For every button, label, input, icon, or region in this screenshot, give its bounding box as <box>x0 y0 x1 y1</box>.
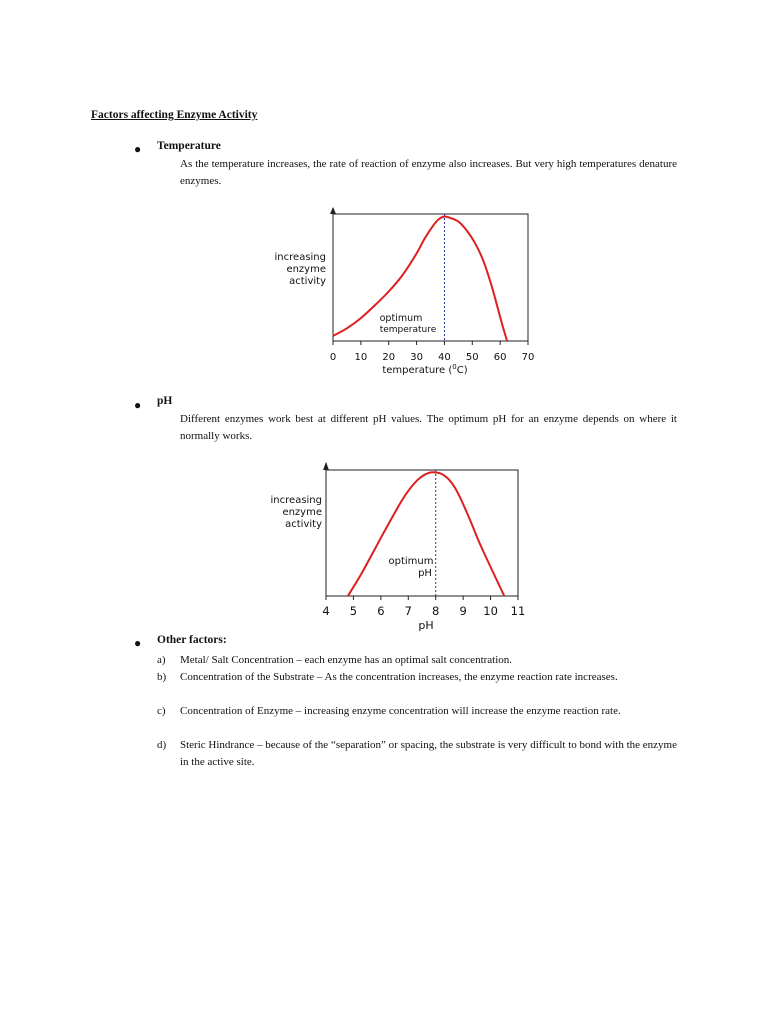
ph-chart <box>260 455 550 635</box>
temperature-x-tick-label: 70 <box>521 352 535 363</box>
temperature-plot-frame <box>333 214 528 341</box>
bullet-icon: ● <box>134 636 142 650</box>
temperature-x-tick-label: 40 <box>438 352 451 363</box>
section-title-ph: pH <box>157 395 173 407</box>
ph-x-axis-label: pH <box>418 619 434 632</box>
ph-ylabel-line-1: increasing <box>270 495 322 506</box>
temperature-x-tick-label: 10 <box>354 352 368 363</box>
temperature-x-tick-label: 20 <box>382 352 396 363</box>
ph-x-tick-label: 6 <box>377 604 385 618</box>
ph-optimum-label-2: pH <box>418 568 432 579</box>
list-item <box>157 703 677 737</box>
ph-ylabel-line-3: activity <box>285 519 322 530</box>
temperature-ylabel-line-3: activity <box>289 276 326 287</box>
page-title: Factors affecting Enzyme Activity <box>91 109 258 121</box>
temperature-chart <box>260 205 550 380</box>
section-title-other: Other factors: <box>157 634 227 646</box>
temperature-chart-ylabel <box>275 252 327 287</box>
list-item-label: a) <box>157 654 166 666</box>
ph-ylabel-line-2: enzyme <box>282 507 322 518</box>
temperature-x-tick-label: 30 <box>410 352 423 363</box>
list-item <box>157 652 677 669</box>
list-item-text: Steric Hindrance – because of the “separation” or spacing, the substrate is very difficult to bond with the enzyme in the active site. <box>180 739 677 768</box>
list-item <box>157 669 677 703</box>
temperature-x-ticks <box>330 341 535 363</box>
list-item-text: Concentration of Enzyme – increasing enzyme concentration will increase the enzyme reaction rate. <box>180 705 621 717</box>
ph-chart-ylabel <box>271 495 323 530</box>
temperature-ylabel-line-2: enzyme <box>286 264 326 275</box>
temperature-optimum-label-2: temperature <box>379 325 437 335</box>
ph-x-tick-label: 5 <box>349 604 358 618</box>
section-title-temperature: Temperature <box>157 140 221 152</box>
list-item-label: d) <box>157 739 167 751</box>
list-item-label: b) <box>157 671 167 683</box>
ph-y-arrowhead <box>323 462 329 470</box>
temperature-x-tick-label: 60 <box>493 352 507 363</box>
temperature-x-axis-label: temperature ($^0$C) <box>382 363 468 376</box>
list-item-text: Concentration of the Substrate – As the concentration increases, the enzyme reaction rate increases. <box>180 671 618 683</box>
ph-x-tick-label: 8 <box>432 604 440 618</box>
list-item-label: c) <box>157 705 166 717</box>
bullet-icon: ● <box>134 142 142 156</box>
list-item-text: Metal/ Salt Concentration – each enzyme has an optimal salt concentration. <box>180 654 513 666</box>
list-item <box>157 737 677 771</box>
section-text-temperature: As the temperature increases, the rate of reaction of enzyme also increases. But very high temperatures denature enzymes. <box>180 158 677 187</box>
section-text-ph: Different enzymes work best at different pH values. The optimum pH for an enzyme depends on where it normally works. <box>180 413 677 442</box>
temperature-ylabel-line-1: increasing <box>274 252 326 263</box>
temperature-y-arrowhead <box>330 207 336 214</box>
ph-x-tick-label: 10 <box>483 604 498 618</box>
ph-x-tick-label: 7 <box>404 604 412 618</box>
ph-optimum-label-1: optimum <box>388 556 434 567</box>
ph-x-ticks <box>322 596 525 618</box>
temperature-x-tick-label: 0 <box>329 352 337 363</box>
ph-x-tick-label: 4 <box>322 604 330 618</box>
temperature-x-tick-label: 50 <box>465 352 479 363</box>
ph-x-tick-label: 9 <box>459 604 467 618</box>
bullet-icon: ● <box>134 398 142 412</box>
ph-x-tick-label: 11 <box>510 604 526 618</box>
temperature-optimum-label-1: optimum <box>379 313 423 324</box>
